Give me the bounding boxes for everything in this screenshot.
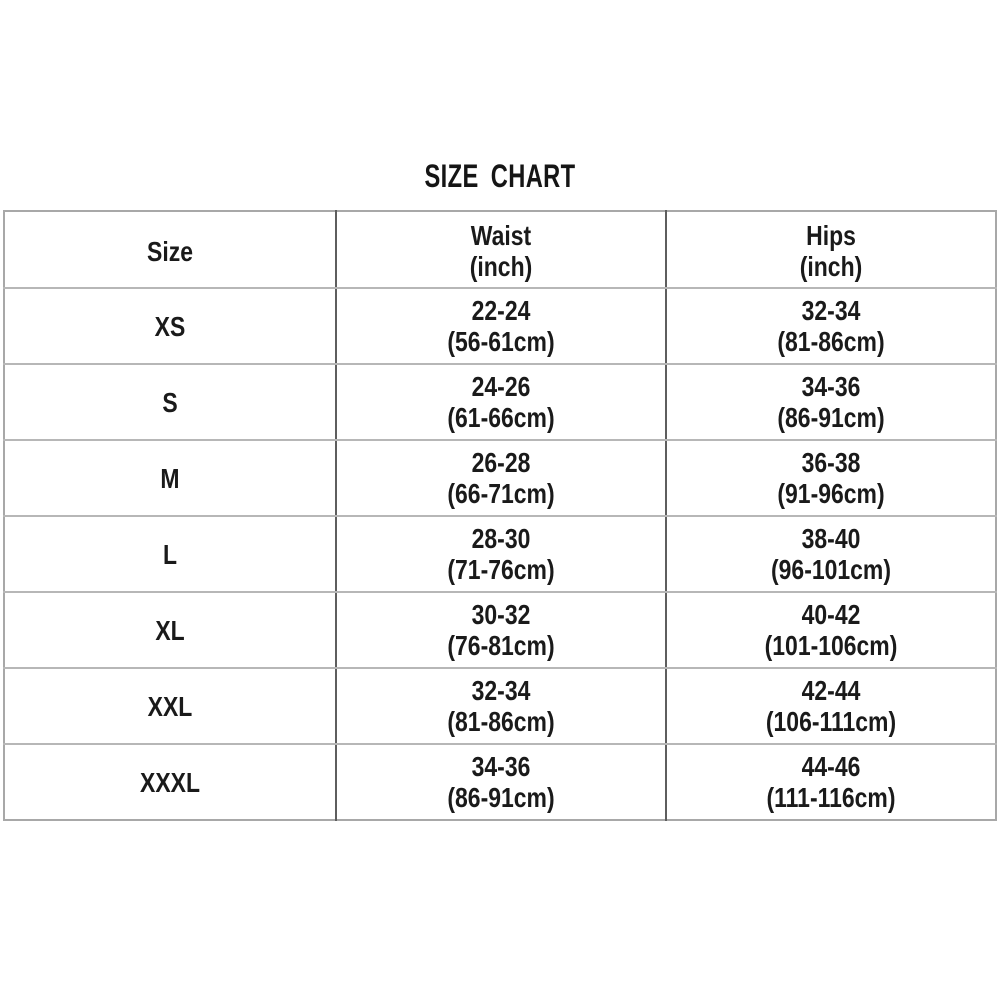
size-value: XS xyxy=(154,310,186,342)
table-row-xxxl xyxy=(4,744,996,820)
size-value: M xyxy=(160,462,180,494)
waist-inch-value: 28-30 xyxy=(471,523,531,554)
hips-inch-value: 34-36 xyxy=(801,371,861,402)
table-row-m xyxy=(4,440,996,516)
hips-inch-value: 42-44 xyxy=(801,675,861,706)
hips-cm-value: (96-101cm) xyxy=(771,554,891,585)
waist-cm-value: (56-61cm) xyxy=(447,326,555,357)
waist-cm-value: (81-86cm) xyxy=(447,706,555,737)
hips-cm-value: (86-91cm) xyxy=(777,402,885,433)
waist-cm-value: (61-66cm) xyxy=(447,402,555,433)
waist-cell xyxy=(336,440,666,516)
size-value: XL xyxy=(155,614,185,646)
hips-cm-value: (101-106cm) xyxy=(764,630,898,661)
column-header-waist-label: Waist xyxy=(470,220,532,251)
header-row xyxy=(4,211,996,288)
size-value: S xyxy=(162,386,178,418)
table-row-l xyxy=(4,516,996,592)
size-value: L xyxy=(162,538,178,570)
size-cell xyxy=(4,364,336,440)
column-header-waist-unit: (inch) xyxy=(469,251,533,282)
column-header-size-label: Size xyxy=(147,235,193,267)
waist-inch-value: 22-24 xyxy=(471,295,531,326)
size-cell xyxy=(4,668,336,744)
hips-inch-value: 32-34 xyxy=(801,295,861,326)
hips-cell xyxy=(666,440,996,516)
column-header-hips-label: Hips xyxy=(806,220,856,251)
waist-inch-value: 34-36 xyxy=(471,751,531,782)
table-row-xs xyxy=(4,288,996,364)
hips-inch-value: 36-38 xyxy=(801,447,861,478)
hips-cm-value: (91-96cm) xyxy=(777,478,885,509)
page-title-text: SIZE CHART xyxy=(424,158,576,194)
waist-inch-value: 32-34 xyxy=(471,675,531,706)
size-cell xyxy=(4,516,336,592)
hips-cell xyxy=(666,364,996,440)
waist-cell xyxy=(336,668,666,744)
waist-cm-value: (66-71cm) xyxy=(447,478,555,509)
waist-cell xyxy=(336,288,666,364)
hips-cell xyxy=(666,516,996,592)
size-value: XXXL xyxy=(140,766,200,798)
column-header-waist xyxy=(336,211,666,288)
table-row-xl xyxy=(4,592,996,668)
hips-inch-value: 40-42 xyxy=(801,599,861,630)
waist-inch-value: 30-32 xyxy=(471,599,531,630)
column-header-hips xyxy=(666,211,996,288)
hips-inch-value: 38-40 xyxy=(801,523,861,554)
table-row-xxl xyxy=(4,668,996,744)
table-row-s xyxy=(4,364,996,440)
size-cell xyxy=(4,744,336,820)
hips-cell xyxy=(666,592,996,668)
waist-cm-value: (76-81cm) xyxy=(447,630,555,661)
hips-cm-value: (81-86cm) xyxy=(777,326,885,357)
size-chart-table xyxy=(3,210,997,821)
size-cell xyxy=(4,440,336,516)
hips-cell xyxy=(666,288,996,364)
hips-cm-value: (111-116cm) xyxy=(766,782,896,813)
waist-inch-value: 26-28 xyxy=(471,447,531,478)
waist-cell xyxy=(336,744,666,820)
hips-cell xyxy=(666,668,996,744)
waist-cell xyxy=(336,516,666,592)
hips-cm-value: (106-111cm) xyxy=(765,706,897,737)
waist-cell xyxy=(336,364,666,440)
size-cell xyxy=(4,592,336,668)
size-value: XXL xyxy=(147,690,193,722)
size-cell xyxy=(4,288,336,364)
waist-cell xyxy=(336,592,666,668)
hips-inch-value: 44-46 xyxy=(801,751,861,782)
hips-cell xyxy=(666,744,996,820)
waist-cm-value: (71-76cm) xyxy=(447,554,555,585)
column-header-hips-unit: (inch) xyxy=(799,251,863,282)
column-header-size xyxy=(4,211,336,288)
waist-cm-value: (86-91cm) xyxy=(447,782,555,813)
page-title xyxy=(0,158,1000,195)
waist-inch-value: 24-26 xyxy=(471,371,531,402)
